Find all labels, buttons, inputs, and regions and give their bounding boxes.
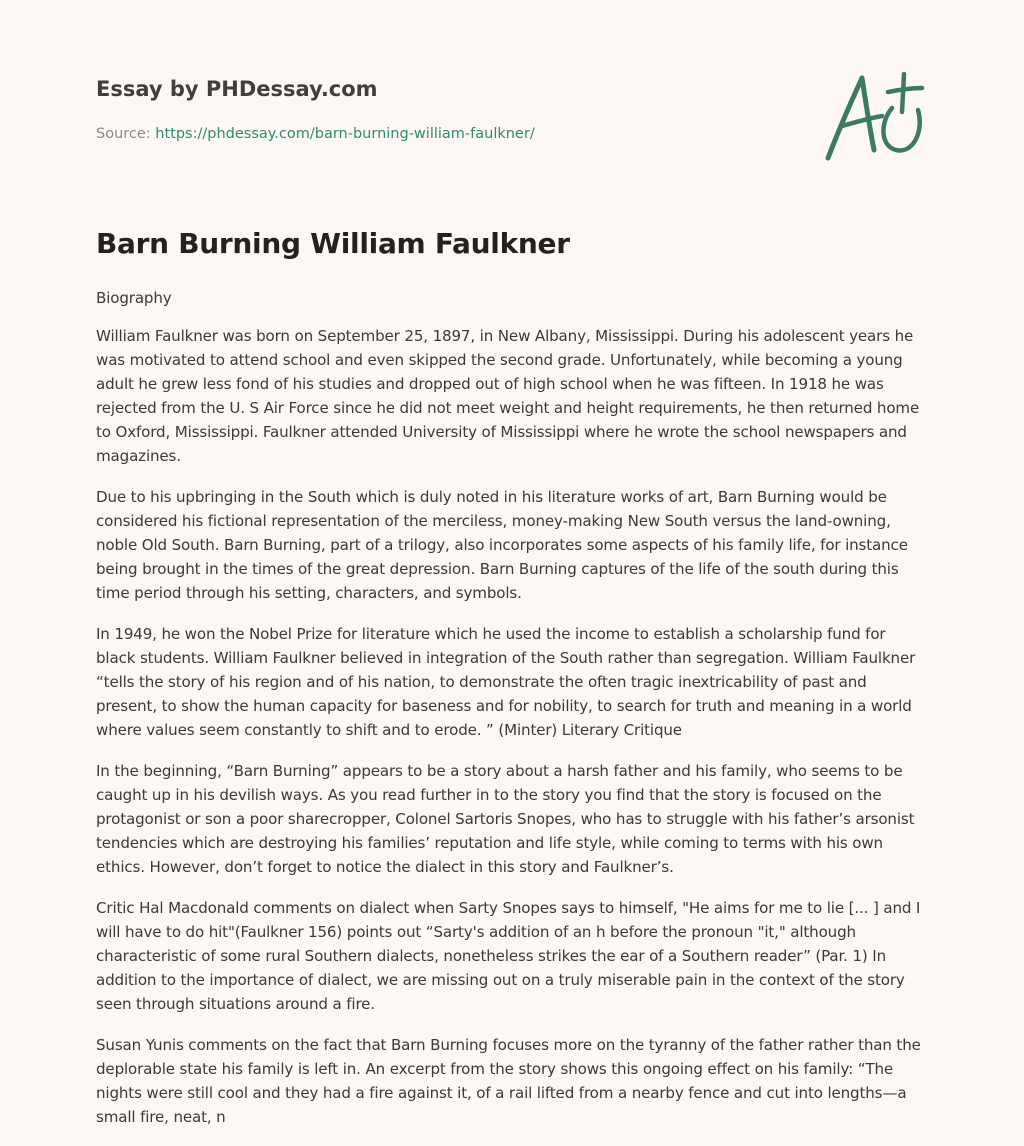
- source-link[interactable]: https://phdessay.com/barn-burning-william-faulkner/: [155, 126, 535, 142]
- essay-title: Barn Burning William Faulkner: [96, 227, 570, 260]
- essay-paragraph: In 1949, he won the Nobel Prize for literature which he used the income to establish a scholarship fund for black students. William Faulkner believed in integration of the South rather than segregation. William Faulkner “tells the story of his region and of his nation, to demonstrate the often tragic inextricability of past and present, to show the human capacity for baseness and for nobility, to search for truth and meaning in a world where values seem constantly to shift and to erode. ” (Minter) Literary Critique: [96, 625, 916, 739]
- source-label: Source:: [96, 126, 151, 142]
- section-heading: Biography: [96, 289, 172, 307]
- essay-paragraph: In the beginning, “Barn Burning” appears to be a story about a harsh father and his family, who seems to be caught up in his devilish ways. As you read further in to the story you find that the story is focused on the protagonist or son a poor sharecropper, Colonel Sartoris Snopes, who has to struggle with his father’s arsonist tendencies which are destroying his families’ reputation and life style, while coming to terms with his own ethics. However, don’t forget to notice the dialect in this story and Faulkner’s.: [96, 762, 915, 876]
- essay-paragraph: William Faulkner was born on September 25, 1897, in New Albany, Mississippi. During his adolescent years he was motivated to attend school and even skipped the second grade. Unfortunately, while becoming a young adult he grew less fond of his studies and dropped out of high school when he was fifteen. In 1918 he was rejected from the U. S Air Force since he did not meet weight and height requirements, he then returned home to Oxford, Mississippi. Faulkner attended University of Mississippi where he wrote the school newspapers and magazines.: [96, 327, 920, 465]
- essay-header: [96, 74, 796, 144]
- source-line: [96, 124, 796, 144]
- essay-body: [96, 286, 928, 1146]
- a-plus-logo-icon: [818, 66, 930, 166]
- essay-paragraph: Susan Yunis comments on the fact that Barn Burning focuses more on the tyranny of the father rather than the deplorable state his family is left in. An excerpt from the story shows this ongoing effect on his family: “The nights were still cool and they had a fire against it, of a rail lifted from a nearby fence and cut into lengths—a small fire, neat, n: [96, 1036, 921, 1126]
- essay-paragraph: Critic Hal Macdonald comments on dialect when Sarty Snopes says to himself, "He aims for me to lie [... ] and I will have to do hit"(Faulkner 156) points out “Sarty's addition of an h before the pronoun "it," although characteristic of some rural Southern dialects, nonetheless strikes the ear of a Southern reader” (Par. 1) In addition to the importance of dialect, we are missing out on a truly miserable pain in the context of the story seen through situations around a fire.: [96, 899, 921, 1013]
- site-brand: Essay by PHDessay.com: [96, 77, 378, 101]
- essay-paragraph: Due to his upbringing in the South which is duly noted in his literature works of art, Barn Burning would be considered his fictional representation of the merciless, money-making New South versus the land-owning, noble Old South. Barn Burning, part of a trilogy, also incorporates some aspects of his family life, for instance being brought in the times of the great depression. Barn Burning captures of the life of the south during this time period through his setting, characters, and symbols.: [96, 488, 908, 602]
